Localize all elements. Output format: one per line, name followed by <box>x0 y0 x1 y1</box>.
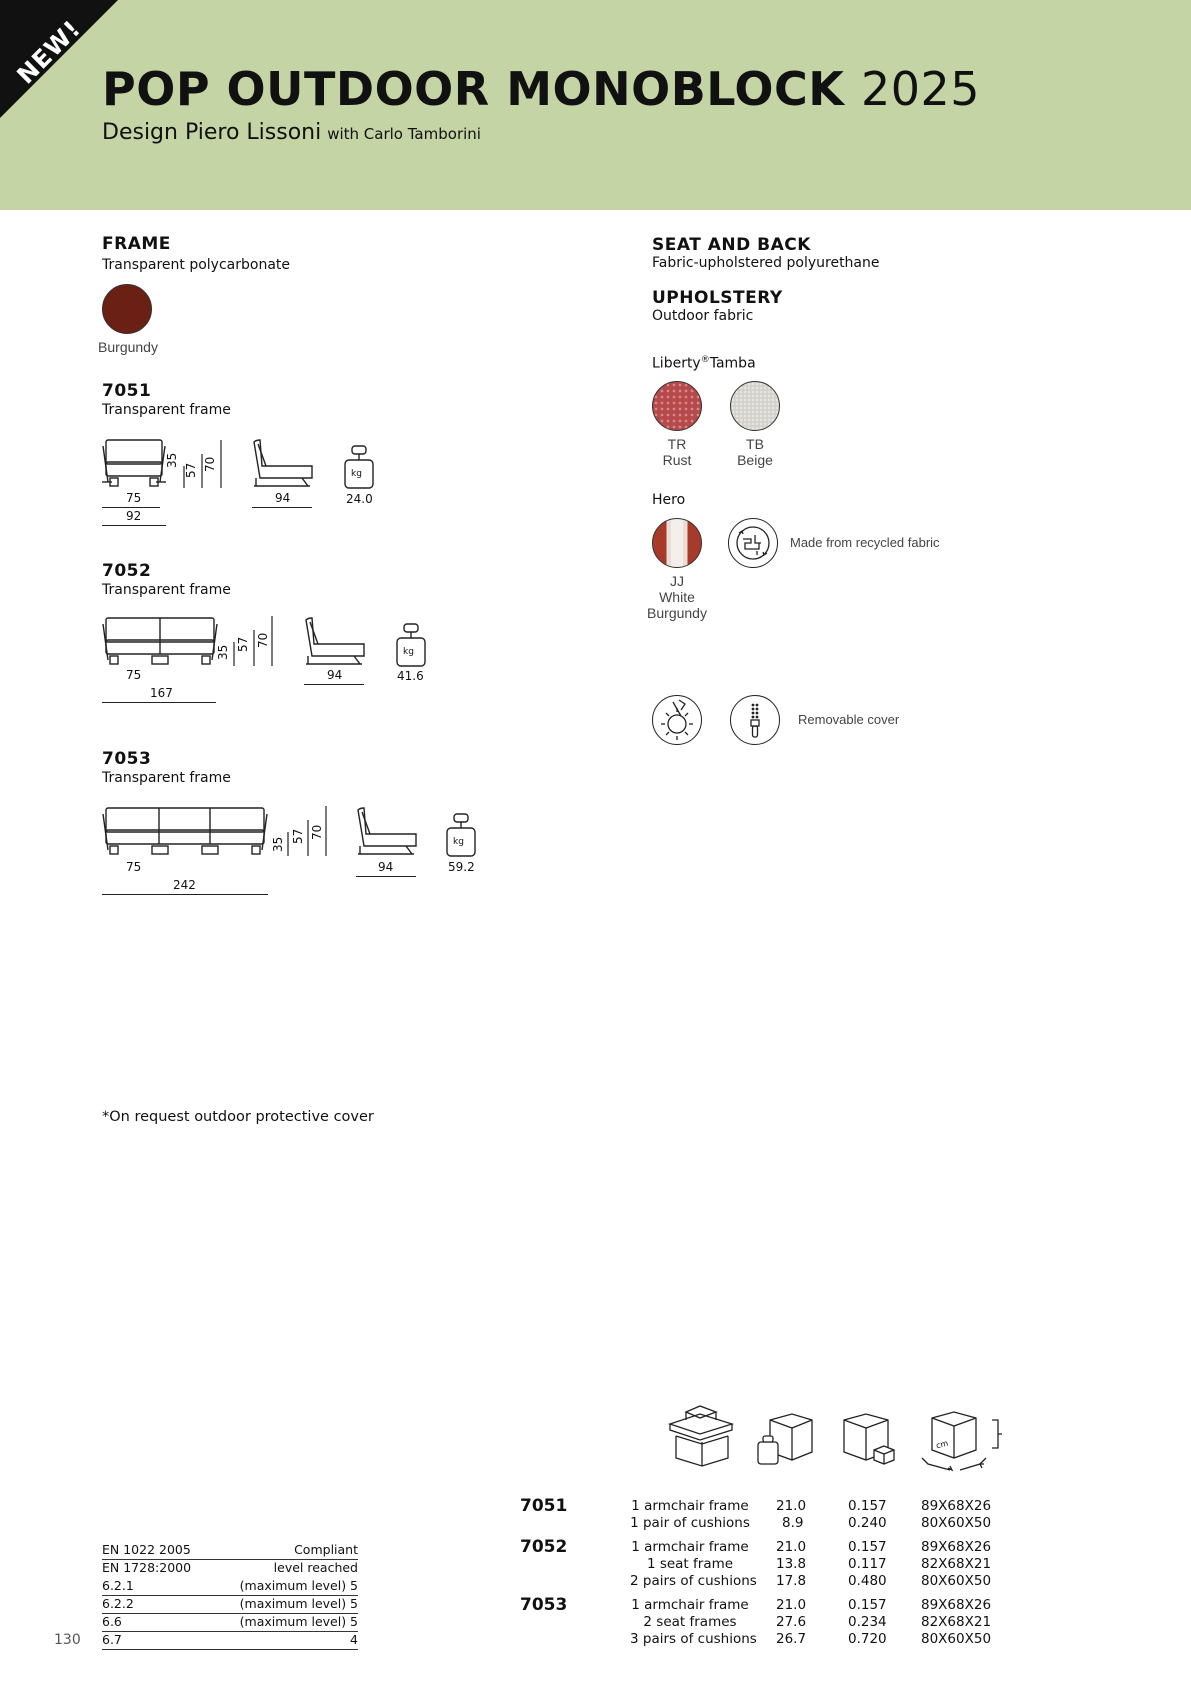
standard-row <box>102 1596 358 1614</box>
new-badge-text: NEW! <box>11 14 87 90</box>
liberty-name: Liberty <box>652 355 701 372</box>
model-7052-h1: 35 <box>216 644 230 660</box>
standard-row <box>102 1560 358 1577</box>
pack-7053-m3-1: 0.157 <box>848 1597 887 1613</box>
recycled-fabric-icon <box>728 518 778 568</box>
dim-line <box>304 684 364 685</box>
pack-7052-m3-2: 0.117 <box>848 1556 887 1572</box>
beige-swatch <box>730 381 780 431</box>
standard-row <box>102 1578 358 1596</box>
model-7052-h3: 70 <box>256 632 270 648</box>
cm-label: cm <box>935 1438 950 1451</box>
seat-material: Fabric-upholstered polyurethane <box>652 255 880 271</box>
pack-7052-m3-1: 0.157 <box>848 1539 887 1555</box>
pack-7052-dim-2: 82X68X21 <box>921 1556 992 1572</box>
model-7051-h2: 57 <box>184 462 198 478</box>
pack-7051-code: 7051 <box>520 1496 568 1516</box>
height-dim-lines <box>282 806 330 858</box>
upholstery-material: Outdoor fabric <box>652 308 754 324</box>
pack-7051-dim-2: 80X60X50 <box>921 1515 992 1531</box>
white-burgundy-swatch <box>652 518 702 568</box>
kg-label: kg <box>403 647 414 657</box>
model-7051-h1: 35 <box>165 452 179 468</box>
model-7053-code: 7053 <box>102 749 152 769</box>
pack-7052-kg-3: 17.8 <box>776 1573 807 1589</box>
title-year: 2025 <box>860 62 981 116</box>
kg-label: kg <box>453 837 464 847</box>
model-7052-desc: Transparent frame <box>102 582 231 598</box>
model-7052-code: 7052 <box>102 561 152 581</box>
title-name: POP OUTDOOR MONOBLOCK <box>102 62 845 116</box>
standard-name: 6.2.2 <box>102 1596 134 1611</box>
kg-label: kg <box>351 469 362 479</box>
dim-line <box>102 507 160 508</box>
weight-icon <box>446 814 476 858</box>
standard-name: 6.2.1 <box>102 1578 134 1593</box>
burgundy-label: Burgundy <box>98 339 158 355</box>
standard-value: (maximum level) 5 <box>239 1596 358 1611</box>
dim-line <box>102 525 166 526</box>
zipper-icon <box>730 695 780 745</box>
jj-line1: White <box>659 589 695 605</box>
standard-value: 4 <box>350 1632 358 1647</box>
removable-note: Removable cover <box>798 712 900 727</box>
pack-7053-item-1: 1 armchair frame <box>631 1597 749 1613</box>
frame-heading: FRAME <box>102 234 171 254</box>
two-seater-side-drawing <box>304 616 368 668</box>
pack-7053-item-2: 2 seat frames <box>643 1614 737 1630</box>
model-7051-width: 92 <box>126 509 142 523</box>
model-7052-h2: 57 <box>236 636 250 652</box>
beige-name: Beige <box>737 452 773 468</box>
pack-7052-dim-3: 80X60X50 <box>921 1573 992 1589</box>
model-7053-depth-seat: 75 <box>126 860 142 874</box>
sun-resistant-icon <box>652 695 702 745</box>
pack-7052-item-3: 2 pairs of cushions <box>630 1573 757 1589</box>
upholstery-heading: UPHOLSTERY <box>652 288 783 308</box>
recycled-note: Made from recycled fabric <box>790 535 940 550</box>
two-seater-front-drawing <box>102 616 222 668</box>
page-number: 130 <box>54 1632 81 1648</box>
model-7051-weight: 24.0 <box>346 492 373 506</box>
pack-7053-m3-3: 0.720 <box>848 1631 887 1647</box>
boxes-stack-icon <box>666 1402 738 1468</box>
pack-7053-kg-2: 27.6 <box>776 1614 807 1630</box>
model-7053-h2: 57 <box>291 828 305 844</box>
burgundy-swatch <box>102 284 152 334</box>
standard-value: (maximum level) 5 <box>239 1614 358 1629</box>
registered-mark: ® <box>700 355 710 365</box>
standard-row <box>102 1614 358 1632</box>
pack-7053-dim-3: 80X60X50 <box>921 1631 992 1647</box>
three-seater-front-drawing <box>102 806 272 858</box>
rust-name: Rust <box>662 452 692 468</box>
model-7053-width: 242 <box>173 878 196 892</box>
model-7051-depth-seat: 75 <box>126 491 142 505</box>
model-7053-depth: 94 <box>378 860 394 874</box>
pack-7052-dim-1: 89X68X26 <box>921 1539 992 1555</box>
pack-7052-item-1: 1 armchair frame <box>631 1539 749 1555</box>
liberty-label <box>652 355 756 372</box>
armchair-side-drawing <box>252 438 316 490</box>
pack-7051-dim-1: 89X68X26 <box>921 1498 992 1514</box>
pack-7053-kg-3: 26.7 <box>776 1631 807 1647</box>
model-7053-h1: 35 <box>271 836 285 852</box>
model-7052-weight: 41.6 <box>397 669 424 683</box>
pack-7052-code: 7052 <box>520 1537 568 1557</box>
pack-7052-kg-1: 21.0 <box>776 1539 807 1555</box>
model-7051-depth: 94 <box>275 491 291 505</box>
pack-7051-kg-1: 21.0 <box>776 1498 807 1514</box>
armchair-front-drawing <box>102 438 172 490</box>
outdoor-cover-note: *On request outdoor protective cover <box>102 1109 374 1125</box>
pack-7052-kg-2: 13.8 <box>776 1556 807 1572</box>
dim-line <box>102 702 216 703</box>
model-7051-code: 7051 <box>102 381 152 401</box>
pack-7053-kg-1: 21.0 <box>776 1597 807 1613</box>
jj-line2: Burgundy <box>647 605 707 621</box>
standard-value: Compliant <box>294 1542 358 1557</box>
liberty-name-2: Tamba <box>709 355 756 372</box>
pack-7053-m3-2: 0.234 <box>848 1614 887 1630</box>
weight-icon <box>396 624 426 668</box>
page-title <box>102 62 980 116</box>
rust-code: TR <box>667 436 687 452</box>
standard-value: (maximum level) 5 <box>239 1578 358 1593</box>
pack-7053-item-3: 3 pairs of cushions <box>630 1631 757 1647</box>
standard-name: EN 1728:2000 <box>102 1560 192 1575</box>
pack-7051-kg-2: 8.9 <box>782 1515 804 1531</box>
pack-7053-dim-2: 82X68X21 <box>921 1614 992 1630</box>
box-weight-icon <box>756 1410 814 1468</box>
dim-line <box>252 507 312 508</box>
frame-material: Transparent polycarbonate <box>102 257 291 273</box>
box-volume-icon <box>840 1410 898 1468</box>
hero-label: Hero <box>652 492 686 508</box>
pack-7053-dim-1: 89X68X26 <box>921 1597 992 1613</box>
model-7052-depth: 94 <box>327 668 343 682</box>
three-seater-side-drawing <box>356 806 420 858</box>
designer-line <box>102 120 481 145</box>
dim-line <box>356 876 416 877</box>
height-dim-lines <box>176 440 224 490</box>
box-dimensions-icon <box>918 1408 1004 1474</box>
standard-name: EN 1022 2005 <box>102 1542 191 1557</box>
rust-swatch <box>652 381 702 431</box>
standard-name: 6.7 <box>102 1632 122 1647</box>
standard-row <box>102 1542 358 1560</box>
height-dim-lines <box>228 616 276 668</box>
pack-7051-item-1: 1 armchair frame <box>631 1498 749 1514</box>
seat-heading: SEAT AND BACK <box>652 235 811 255</box>
pack-7051-item-2: 1 pair of cushions <box>630 1515 750 1531</box>
model-7053-h3: 70 <box>310 824 324 840</box>
model-7052-depth-seat: 75 <box>126 668 142 682</box>
weight-icon <box>344 446 374 490</box>
model-7053-desc: Transparent frame <box>102 770 231 786</box>
standard-name: 6.6 <box>102 1614 122 1629</box>
pack-7051-m3-2: 0.240 <box>848 1515 887 1531</box>
dim-line <box>102 894 268 895</box>
model-7053-weight: 59.2 <box>448 860 475 874</box>
pack-7052-item-2: 1 seat frame <box>646 1556 734 1572</box>
pack-7052-m3-3: 0.480 <box>848 1573 887 1589</box>
model-7051-desc: Transparent frame <box>102 402 231 418</box>
beige-code: TB <box>746 436 764 452</box>
standard-value: level reached <box>273 1560 358 1575</box>
model-7051-h3: 70 <box>203 456 217 472</box>
designer: Design Piero Lissoni <box>102 120 322 145</box>
jj-code: JJ <box>670 573 684 589</box>
pack-7053-code: 7053 <box>520 1595 568 1615</box>
model-7052-width: 167 <box>150 686 173 700</box>
standard-row <box>102 1632 358 1650</box>
pack-7051-m3-1: 0.157 <box>848 1498 887 1514</box>
designer-with: with Carlo Tamborini <box>327 125 481 143</box>
